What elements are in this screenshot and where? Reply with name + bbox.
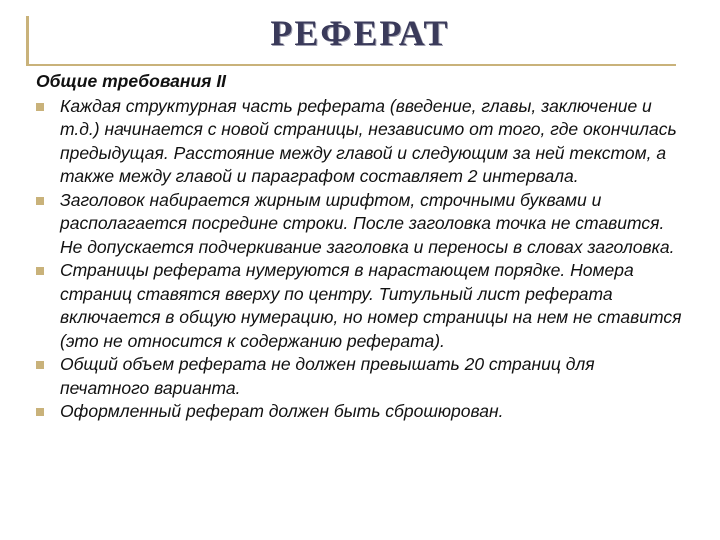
bullet-text: Общий объем реферата не должен превышать 20 страниц для печатного варианта. — [60, 354, 595, 398]
square-bullet-icon — [36, 197, 44, 205]
section-subtitle: Общие требования II — [36, 71, 227, 91]
bullet-item — [36, 400, 686, 424]
bullet-text: Заголовок набирается жирным шрифтом, строчными буквами и располагается посредине строки. После заголовка точка не ставится. Не допускается подчеркивание заголовка и переносы в словах заголовка. — [60, 189, 675, 257]
square-bullet-icon — [36, 103, 44, 111]
slide-title: РЕФЕРАТ — [270, 13, 450, 53]
bullet-item — [36, 259, 686, 353]
square-bullet-icon — [36, 267, 44, 275]
slide-content — [36, 70, 686, 424]
title-frame-horizontal-line — [26, 64, 676, 66]
bullet-text: Каждая структурная часть реферата (введение, главы, заключение и т.д.) начинается с новой страницы, независимо от того, где окончилась предыдущая. Расстояние между главой и следующим за ней текстом, а также между главой и параграфом составляет 2 интервала. — [60, 95, 677, 186]
square-bullet-icon — [36, 408, 44, 416]
bullet-item — [36, 95, 686, 189]
bullet-text: Оформленный реферат должен быть сброшюрован. — [60, 401, 504, 421]
bullet-list — [36, 95, 686, 424]
square-bullet-icon — [36, 361, 44, 369]
bullet-item — [36, 353, 686, 400]
bullet-item — [36, 189, 686, 260]
bullet-text: Страницы реферата нумеруются в нарастающем порядке. Номера страниц ставятся вверху по центру. Титульный лист реферата включается в общую нумерацию, но номер страницы на нем не ставится (это не относится к содержанию реферата). — [60, 260, 682, 351]
